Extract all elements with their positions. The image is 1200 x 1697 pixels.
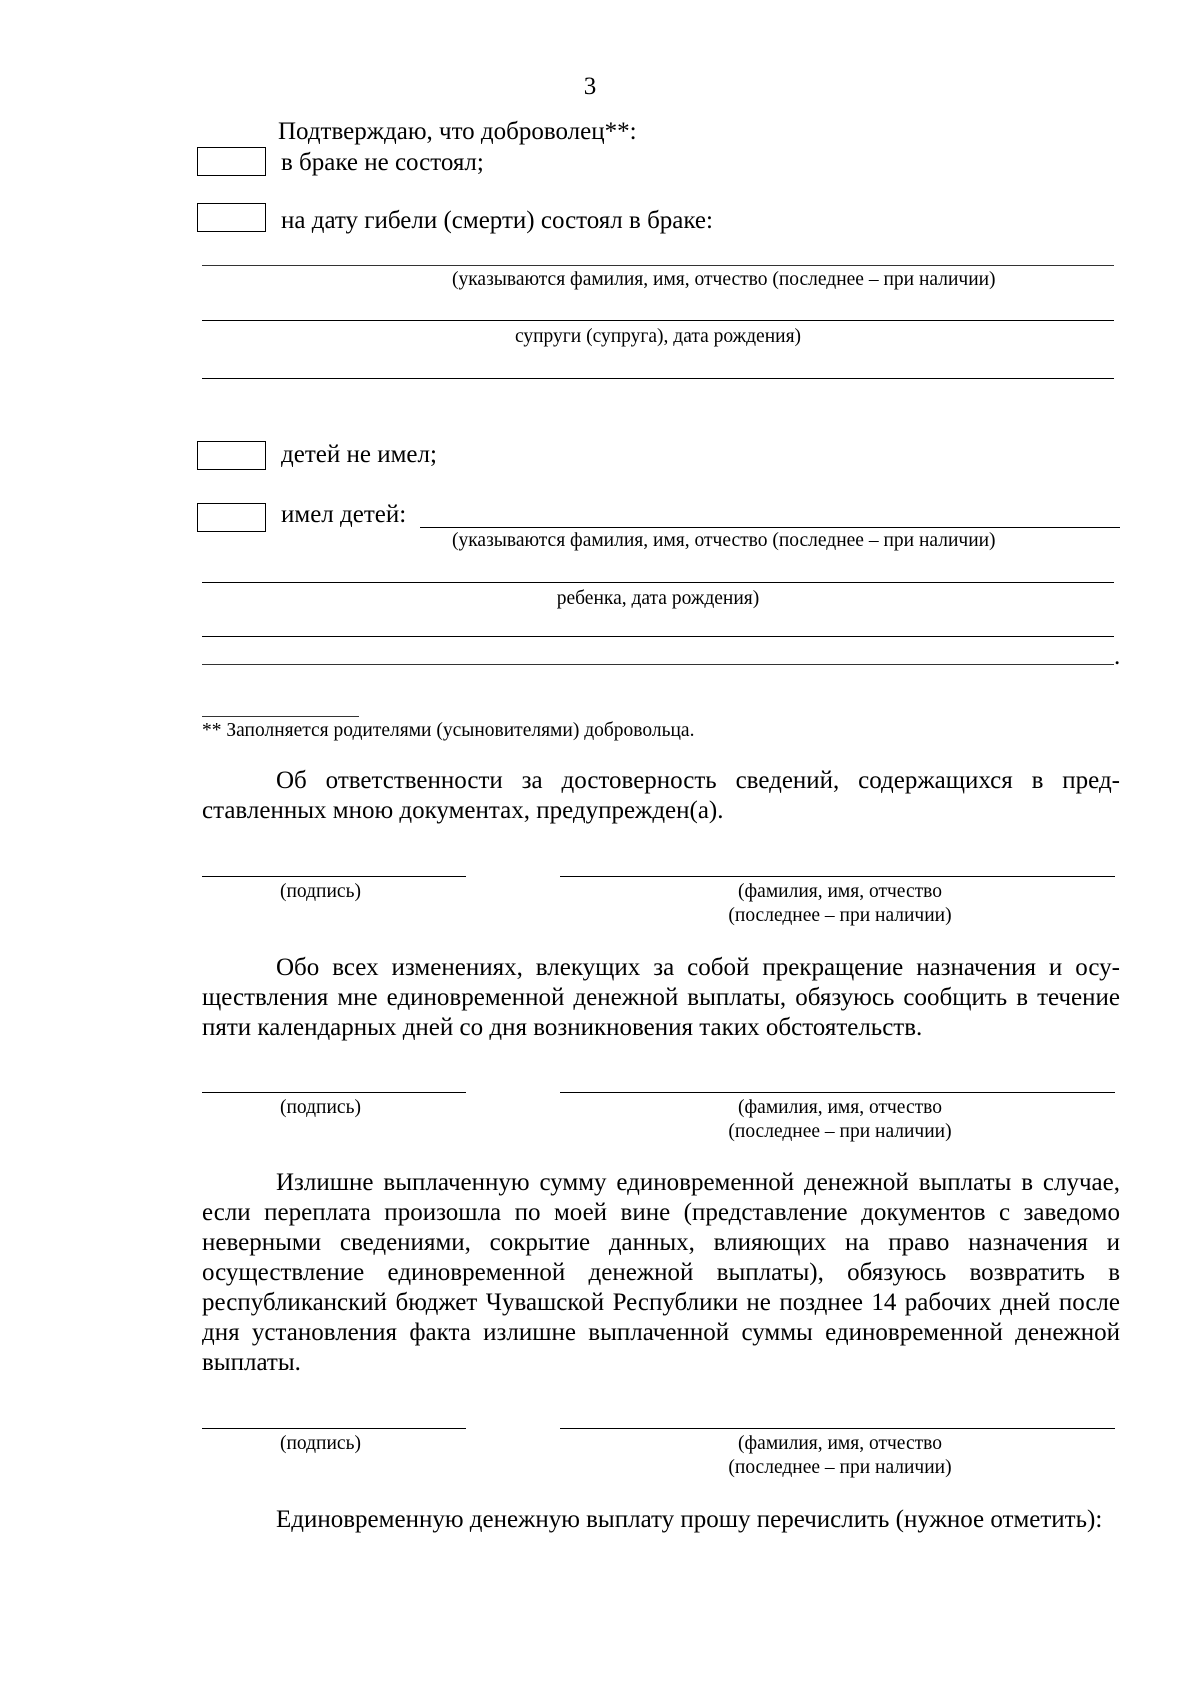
children-name-line[interactable] xyxy=(420,527,1120,528)
name-label-2b: (последнее – при наличии) xyxy=(728,1121,952,1142)
footnote-separator xyxy=(202,716,359,717)
child-caption-2: ребенка, дата рождения) xyxy=(556,588,760,609)
name-label-3b: (последнее – при наличии) xyxy=(728,1457,952,1478)
end-dot: . xyxy=(1114,643,1121,670)
name-line-1[interactable] xyxy=(560,876,1115,877)
children-line-3[interactable] xyxy=(202,636,1114,637)
name-label-1b: (последнее – при наличии) xyxy=(728,905,952,926)
name-label-1a: (фамилия, имя, отчество xyxy=(738,881,942,902)
changes-paragraph: Обо всех изменениях, влекущих за собой прекращение назначения и осуществления мне единовременной денежной выплаты, обязуюсь сообщить в течение пяти календарных дней со дня возникновения таких обстоятельств. xyxy=(202,954,1120,1041)
signature-line-3[interactable] xyxy=(202,1428,466,1429)
married-checkbox[interactable] xyxy=(197,203,266,232)
no-children-label: детей не имел; xyxy=(281,441,437,468)
name-label-2a: (фамилия, имя, отчество xyxy=(738,1097,942,1118)
child-caption-1: (указываются фамилия, имя, отчество (последнее – при наличии) xyxy=(452,530,996,551)
children-line-4[interactable] xyxy=(202,664,1114,665)
not-married-checkbox[interactable] xyxy=(197,147,266,176)
name-line-2[interactable] xyxy=(560,1092,1115,1093)
payment-paragraph: Единовременную денежную выплату прошу перечислить (нужное отметить): xyxy=(276,1506,1103,1533)
overpayment-paragraph: Излишне выплаченную сумму единовременной денежной выплаты в случае, если переплата произошла по моей вине (представление документов с заведомо неверными сведениями, сокрытие данных, влияющих на право назначения и осуществление единовременной денежной выплаты), обязуюсь возвратить в республиканский бюджет Чувашской Республики не позднее 14 рабочих дней после дня установления факта излишне выплаченной суммы единовременной денежной выплаты. xyxy=(202,1169,1120,1376)
signature-label-3: (подпись) xyxy=(280,1433,361,1454)
has-children-label: имел детей: xyxy=(281,501,407,528)
page-number: 3 xyxy=(583,73,597,100)
footnote-text: ** Заполняется родителями (усыновителями) добровольца. xyxy=(202,720,695,741)
signature-label-2: (подпись) xyxy=(280,1097,361,1118)
name-label-3a: (фамилия, имя, отчество xyxy=(738,1433,942,1454)
name-line-3[interactable] xyxy=(560,1428,1115,1429)
spouse-name-line[interactable] xyxy=(202,265,1114,266)
signature-line-1[interactable] xyxy=(202,876,466,877)
signature-line-2[interactable] xyxy=(202,1092,466,1093)
married-label: на дату гибели (смерти) состоял в браке: xyxy=(281,207,713,234)
has-children-checkbox[interactable] xyxy=(197,503,266,532)
confirm-intro: Подтверждаю, что доброволец**: xyxy=(278,118,637,145)
no-children-checkbox[interactable] xyxy=(197,441,266,470)
not-married-label: в браке не состоял; xyxy=(281,149,484,176)
signature-label-1: (подпись) xyxy=(280,881,361,902)
spouse-caption-1: (указываются фамилия, имя, отчество (последнее – при наличии) xyxy=(452,269,996,290)
responsibility-paragraph: Об ответственности за достоверность сведений, содержащихся в представленных мною документах, предупрежден(а). xyxy=(202,767,1120,824)
spouse-caption-2: супруги (супруга), дата рождения) xyxy=(514,326,802,347)
children-line-2[interactable] xyxy=(202,582,1114,583)
spouse-line-3[interactable] xyxy=(202,378,1114,379)
spouse-line-2[interactable] xyxy=(202,320,1114,321)
